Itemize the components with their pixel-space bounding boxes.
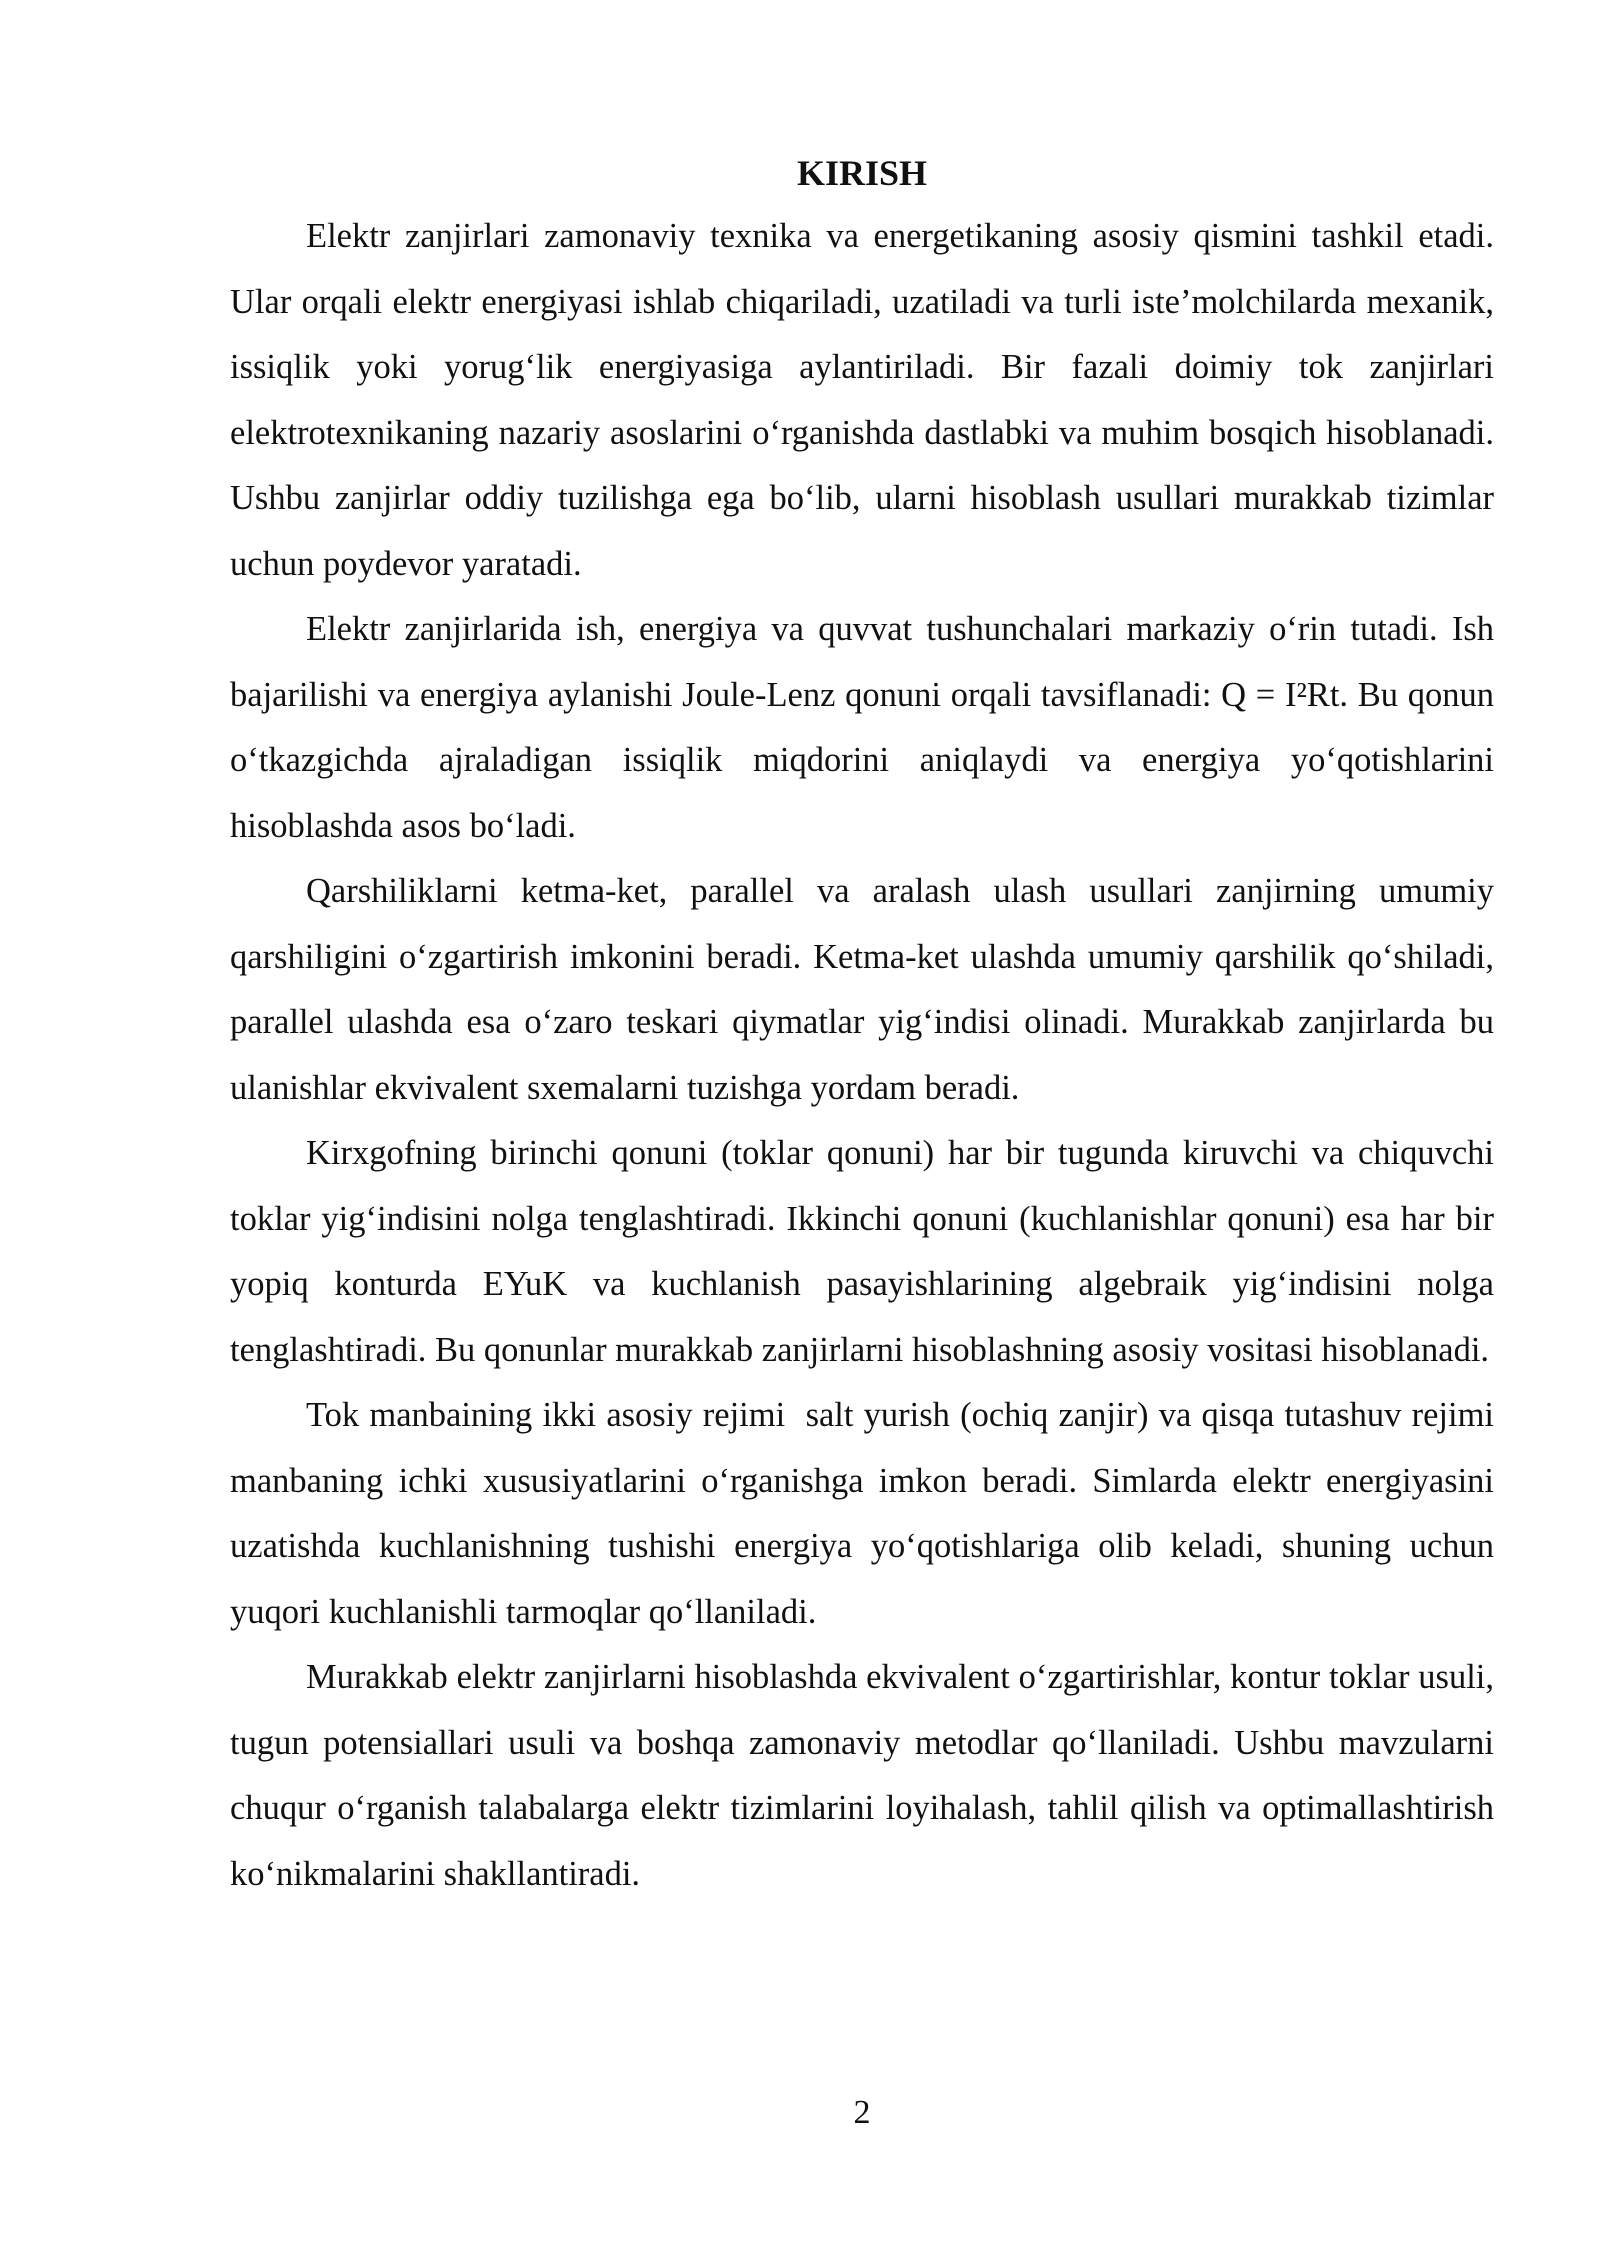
paragraph-6: Murakkab elektr zanjirlarni hisoblashda ekvivalent o‘zgartirishlar, kontur toklar usuli, tugun potensiallari usuli va boshqa zamonaviy metodlar qo‘llaniladi. Ushbu mavzularni chuqur o‘rganish talabalarga elektr tizimlarini loyihalash, tahlil qilish va optimallashtirish ko‘nikmalarini shakllantiradi. (230, 1658, 1503, 1893)
paragraph-5: Tok manbaining ikki asosiy rejimi salt yurish (ochiq zanjir) va qisqa tutashuv rejimi manbaning ichki xususiyatlarini o‘rganishga imkon beradi. Simlarda elektr energiyasini uzatishda kuchlanishning tushishi energiya yo‘qotishlariga olib keladi, shuning uchun yuqori kuchlanishli tarmoqlar qo‘llaniladi. (230, 1396, 1512, 1631)
page-content (230, 148, 1512, 1907)
paragraph-2: Elektr zanjirlarida ish, energiya va quvvat tushunchalari markaziy o‘rin tutadi. Ish bajarilishi va energiya aylanishi Joule-Lenz qonuni orqali tavsiflanadi: Q = I²Rt. Bu qonun o‘tkazgichda ajraladigan issiqlik miqdorini aniqlaydi va energiya yo‘qotishlarini hisoblashda asos bo‘ladi. (230, 610, 1503, 845)
paragraph-3: Qarshiliklarni ketma-ket, parallel va aralash ulash usullari zanjirning umumiy qarshiligini o‘zgartirish imkonini beradi. Ketma-ket ulashda umumiy qarshilik qo‘shiladi, parallel ulashda esa o‘zaro teskari qiymatlar yig‘indisi olinadi. Murakkab zanjirlarda bu ulanishlar ekvivalent sxemalarni tuzishga yordam beradi. (230, 872, 1503, 1107)
section-title: KIRISH (796, 153, 928, 193)
paragraph-1: Elektr zanjirlari zamonaviy texnika va energetikaning asosiy qismini tashkil etadi. Ular orqali elektr energiyasi ishlab chiqariladi, uzatiladi va turli iste’molchilarda mexanik, issiqlik yoki yorug‘lik energiyasiga aylantiriladi. Bir fazali doimiy tok zanjirlari elektrotexnikaning nazariy asoslarini o‘rganishda dastlabki va muhim bosqich hisoblanadi. Ushbu zanjirlar oddiy tuzilishga ega bo‘lib, ularni hisoblash usullari murakkab tizimlar uchun poydevor yaratadi. (230, 217, 1503, 583)
paragraph-4: Kirxgofning birinchi qonuni (toklar qonuni) har bir tugunda kiruvchi va chiquvchi toklar yig‘indisini nolga tenglashtiradi. Ikkinchi qonuni (kuchlanishlar qonuni) esa har bir yopiq konturda EYuK va kuchlanish pasayishlarining algebraik yig‘indisini nolga tenglashtiradi. Bu qonunlar murakkab zanjirlarni hisoblashning asosiy vositasi hisoblanadi. (230, 1134, 1503, 1369)
page-number: 2 (853, 2094, 871, 2131)
